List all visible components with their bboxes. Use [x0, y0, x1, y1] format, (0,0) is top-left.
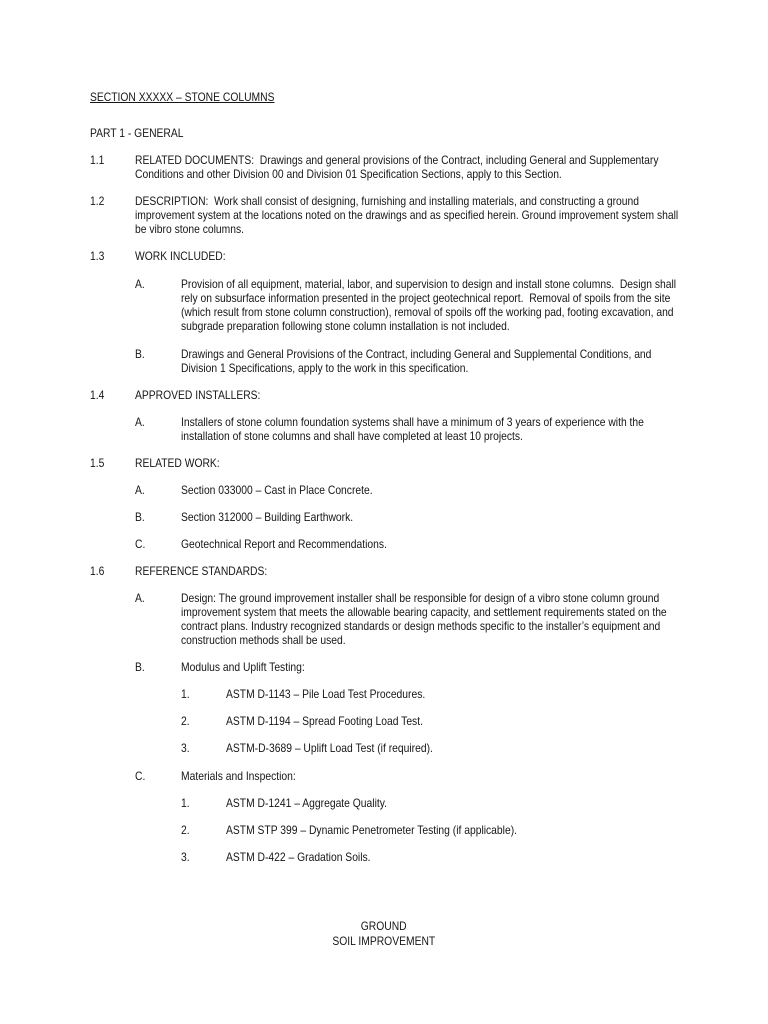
text-line: Geotechnical Report and Recommendations.: [181, 537, 387, 551]
article-number: 1.3: [90, 249, 105, 263]
paragraph-text: [181, 415, 719, 443]
article-text: [135, 153, 744, 181]
subitem-text: ASTM-D-3689 – Uplift Load Test (if required).: [226, 741, 433, 755]
text-line: Section 033000 – Cast in Place Concrete.: [181, 483, 373, 497]
text-line: Conditions and other Division 00 and Division 01 Specification Sections, apply to this Section.: [135, 167, 562, 181]
text-line: Division 1 Specifications, apply to the work in this specification.: [181, 361, 469, 375]
paragraph-label: B.: [135, 510, 145, 524]
text-line: be vibro stone columns.: [135, 222, 244, 236]
paragraph-text: [181, 591, 746, 647]
text-line: RELATED WORK:: [135, 456, 220, 470]
text-line: construction methods shall be used.: [181, 633, 346, 647]
text-line: RELATED DOCUMENTS: Drawings and general provisions of the Contract, including General and Supplementary: [135, 153, 659, 167]
text-line: Materials and Inspection:: [181, 769, 296, 783]
article-number: 1.6: [90, 564, 105, 578]
article-number-wrap: [90, 456, 107, 470]
article-heading: [135, 249, 240, 263]
paragraph-label: C.: [135, 769, 146, 783]
subitem-label-wrap: [181, 823, 191, 837]
article-heading: [135, 388, 281, 402]
article-heading: [135, 456, 233, 470]
paragraph-label-wrap: [135, 277, 146, 291]
part-heading-wrap: [90, 126, 199, 140]
text-line: Section 312000 – Building Earthwork.: [181, 510, 354, 524]
subitem-text-wrap: [226, 796, 413, 810]
paragraph-label-wrap: [135, 415, 146, 429]
paragraph-label-wrap: [135, 769, 147, 783]
subitem-text-wrap: [226, 850, 394, 864]
subitem-text-wrap: [226, 741, 467, 755]
subitem-text-wrap: [226, 823, 564, 837]
subitem-text: ASTM D-1194 – Spread Footing Load Test.: [226, 714, 423, 728]
paragraph-label-wrap: [135, 660, 146, 674]
subitem-label-wrap: [181, 687, 191, 701]
footer-line-1: GROUND: [361, 919, 407, 933]
text-line: Modulus and Uplift Testing:: [181, 660, 305, 674]
text-line: installation of stone columns and shall have completed at least 10 projects.: [181, 429, 523, 443]
text-line: Drawings and General Provisions of the Contract, including General and Supplemental Conditions, and: [181, 347, 652, 361]
section-title: SECTION XXXXX – STONE COLUMNS: [90, 90, 275, 104]
paragraph-text: [181, 510, 381, 524]
text-line: REFERENCE STANDARDS:: [135, 564, 268, 578]
paragraph-label: A.: [135, 277, 145, 291]
paragraph-label: B.: [135, 347, 145, 361]
article-number: 1.2: [90, 194, 105, 208]
subitem-label: 1.: [181, 687, 190, 701]
paragraph-label-wrap: [135, 347, 146, 361]
text-line: Design: The ground improvement installer shall be responsible for design of a vibro stone column ground: [181, 591, 660, 605]
paragraph-label-wrap: [135, 537, 147, 551]
text-line: contract plans. Industry recognized standards or design methods specific to the installer’s equipment and: [181, 619, 661, 633]
subitem-label-wrap: [181, 741, 191, 755]
subitem-label-wrap: [181, 796, 191, 810]
text-line: WORK INCLUDED:: [135, 249, 226, 263]
text-line: APPROVED INSTALLERS:: [135, 388, 261, 402]
article-number: 1.4: [90, 388, 105, 402]
paragraph-text: [181, 537, 420, 551]
footer-line-2: SOIL IMPROVEMENT: [332, 934, 436, 948]
footer-line-1-wrap: [0, 919, 768, 933]
subitem-label: 3.: [181, 741, 190, 755]
footer-line-2-wrap: [0, 934, 768, 948]
article-number: 1.1: [90, 153, 105, 167]
text-line: Provision of all equipment, material, labor, and supervision to design and install stone columns. Design shall: [181, 277, 677, 291]
paragraph-label-wrap: [135, 591, 146, 605]
paragraph-text: [181, 483, 404, 497]
section-title-wrap: [90, 90, 305, 104]
article-text: [135, 194, 767, 236]
paragraph-text: [181, 769, 314, 783]
article-number-wrap: [90, 194, 107, 208]
text-line: improvement system at the locations noted on the drawings and as specified herein. Ground improvement system shall: [135, 208, 679, 222]
paragraph-text: [181, 660, 325, 674]
article-heading: [135, 564, 289, 578]
paragraph-label: A.: [135, 591, 145, 605]
subitem-text-wrap: [226, 687, 458, 701]
subitem-label-wrap: [181, 850, 191, 864]
article-number-wrap: [90, 153, 107, 167]
paragraph-label: B.: [135, 660, 145, 674]
subitem-text-wrap: [226, 714, 455, 728]
text-line: (which result from stone column construction), removal of spoils off the working pad, footing excavation, and: [181, 305, 674, 319]
subitem-text: ASTM D-422 – Gradation Soils.: [226, 850, 371, 864]
text-line: improvement system that meets the allowable bearing capacity, and settlement requirements stated on the: [181, 605, 667, 619]
text-line: rely on subsurface information presented in the project geotechnical report. Removal of spoils from the site: [181, 291, 671, 305]
text-line: DESCRIPTION: Work shall consist of designing, furnishing and installing materials, and constructing a ground: [135, 194, 640, 208]
paragraph-label: C.: [135, 537, 146, 551]
subitem-label-wrap: [181, 714, 191, 728]
subitem-label: 1.: [181, 796, 190, 810]
article-number-wrap: [90, 249, 107, 263]
subitem-label: 2.: [181, 714, 190, 728]
paragraph-text: [181, 347, 728, 375]
text-line: Installers of stone column foundation systems shall have a minimum of 3 years of experience with the: [181, 415, 644, 429]
article-number: 1.5: [90, 456, 105, 470]
part-heading: PART 1 - GENERAL: [90, 126, 184, 140]
subitem-label: 3.: [181, 850, 190, 864]
subitem-text: ASTM STP 399 – Dynamic Penetrometer Testing (if applicable).: [226, 823, 518, 837]
paragraph-label-wrap: [135, 483, 146, 497]
text-line: subgrade preparation following stone column installation is not included.: [181, 319, 510, 333]
subitem-text: ASTM D-1241 – Aggregate Quality.: [226, 796, 388, 810]
subitem-label: 2.: [181, 823, 190, 837]
paragraph-label: A.: [135, 415, 145, 429]
paragraph-label-wrap: [135, 510, 146, 524]
subitem-text: ASTM D-1143 – Pile Load Test Procedures.: [226, 687, 426, 701]
article-number-wrap: [90, 388, 107, 402]
article-number-wrap: [90, 564, 107, 578]
paragraph-label: A.: [135, 483, 145, 497]
paragraph-text: [181, 277, 757, 333]
